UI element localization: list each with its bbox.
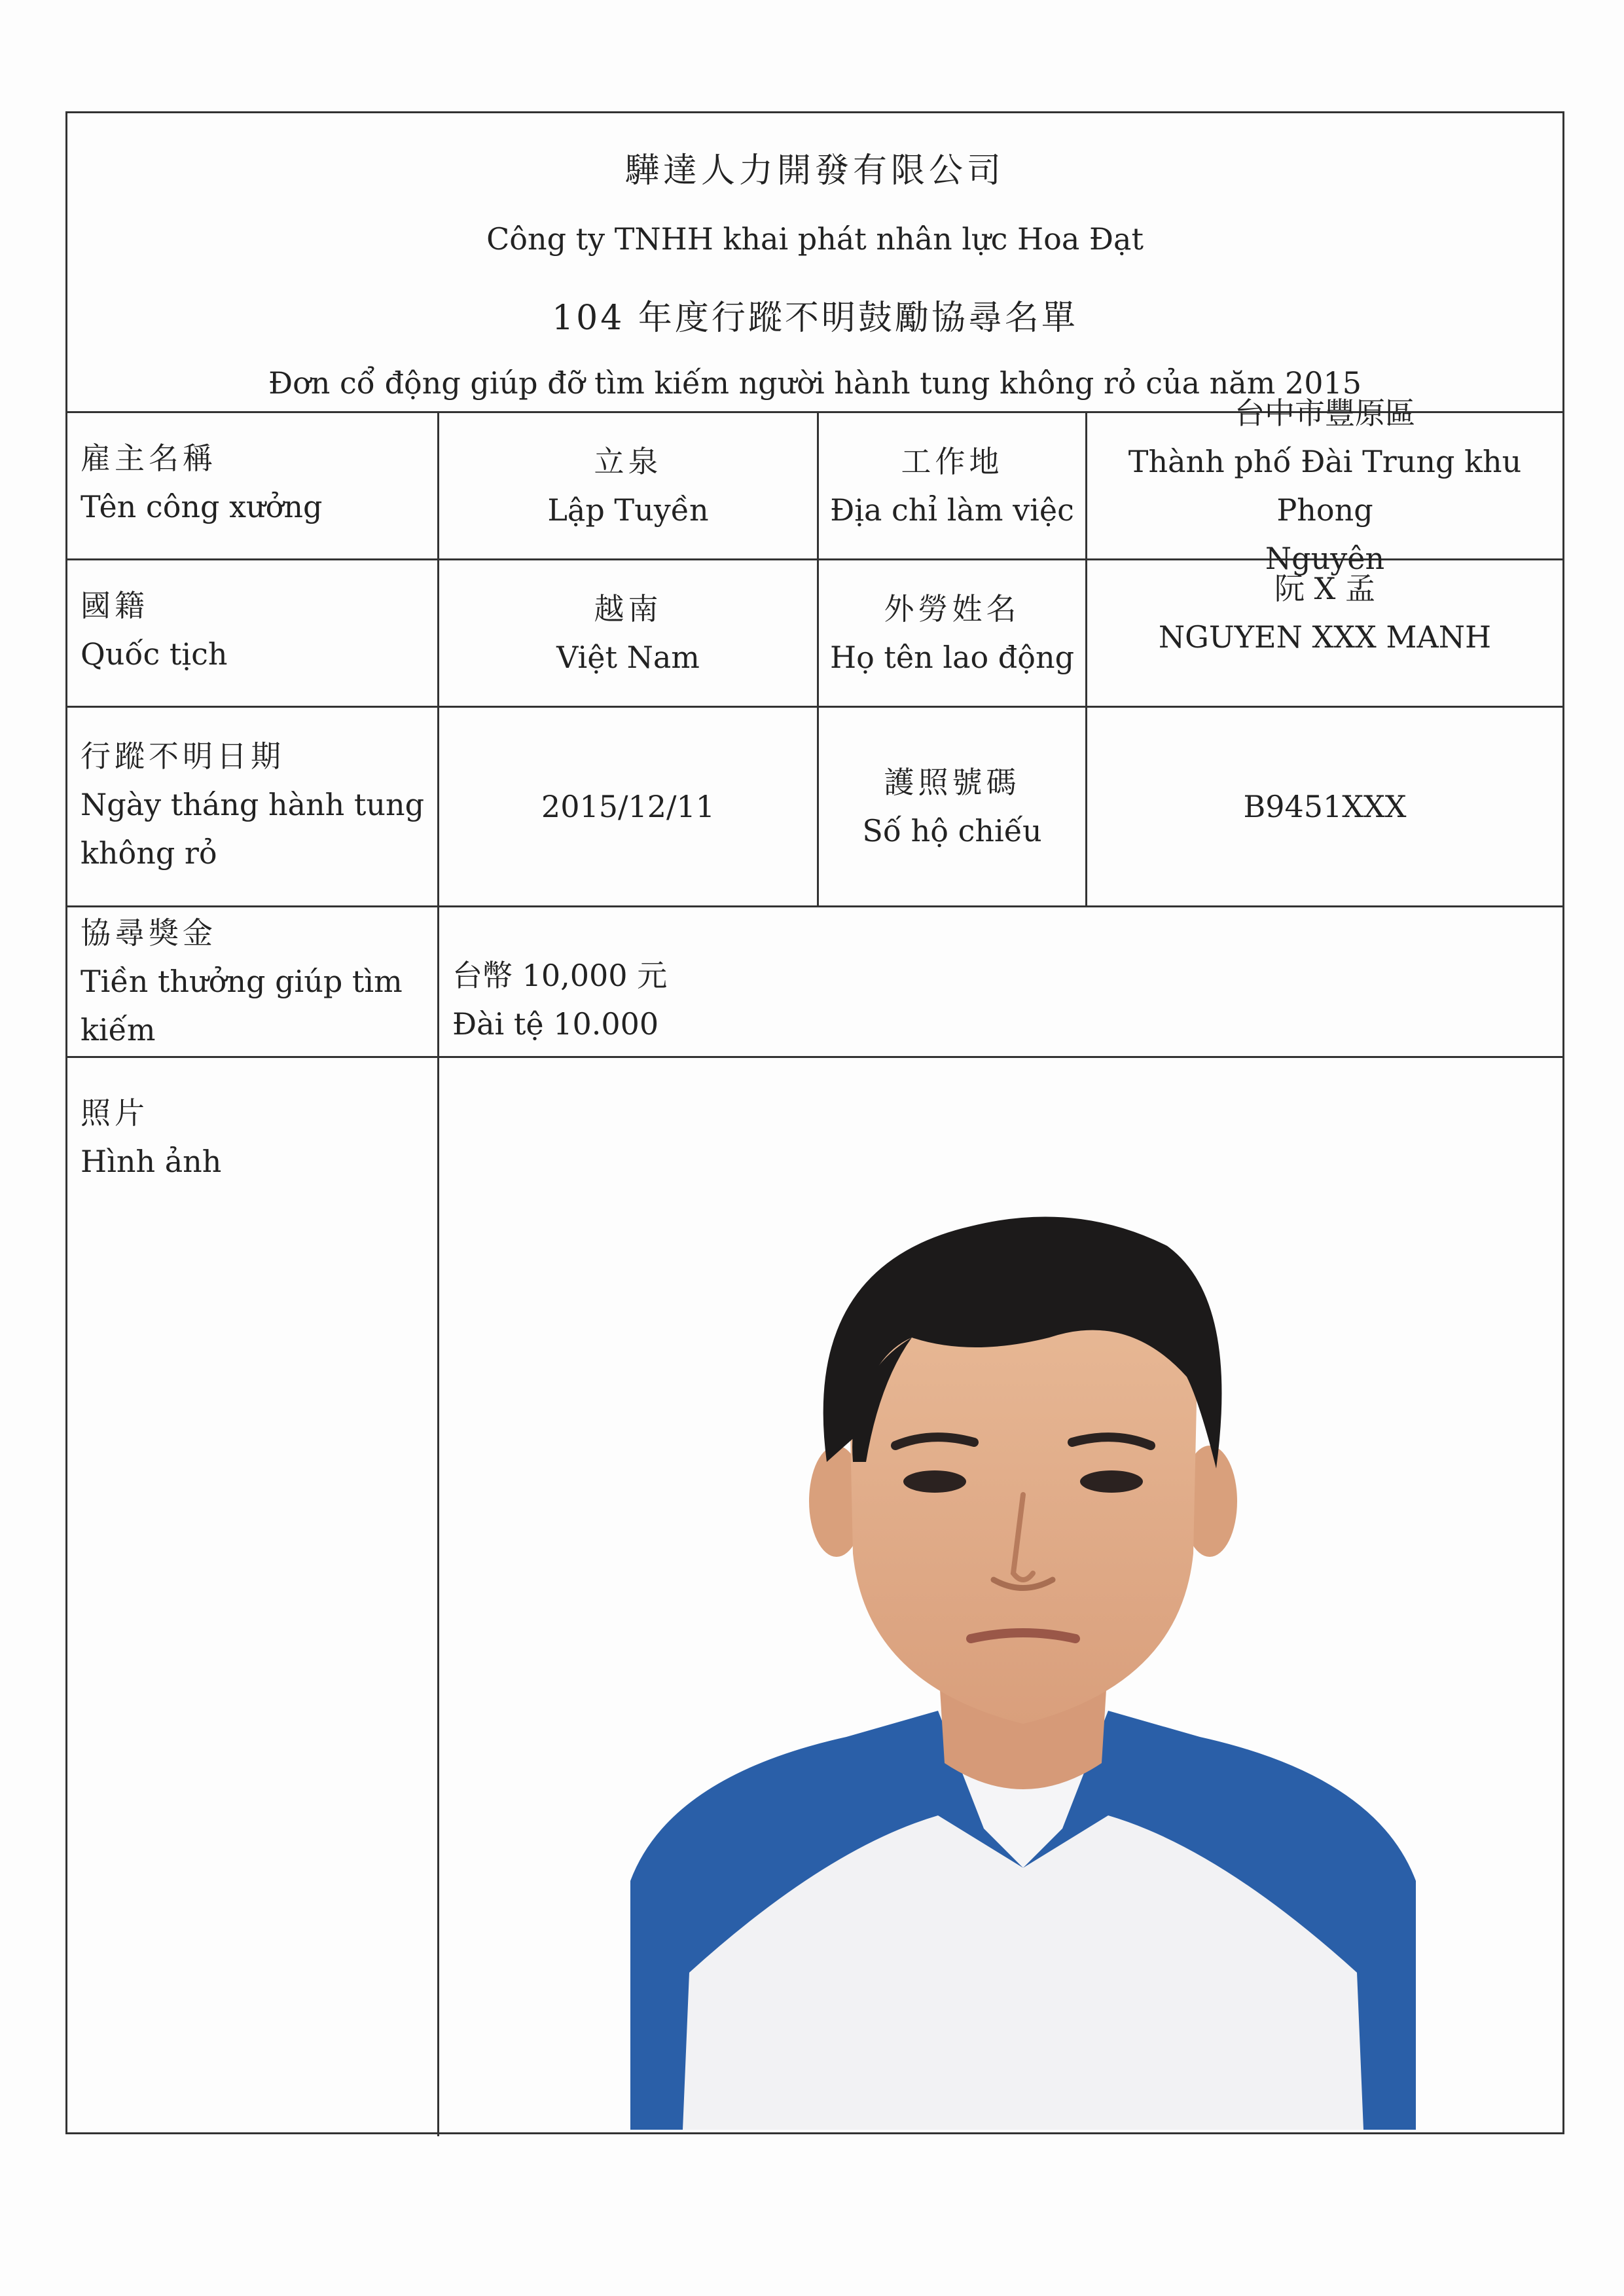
worker-name-value: 阮 X 孟 NGUYEN XXX MANH (1158, 571, 1492, 655)
divider (67, 1056, 1562, 1058)
form-header (67, 113, 1562, 411)
workplace-value: 台中市豐原區 Thành phố Đài Trung khu Phong Nguyên (1128, 395, 1522, 576)
company-name-vi: Công ty TNHH khai phát nhân lực Hoa Đạt (486, 221, 1144, 257)
missing-date-value: 2015/12/11 (541, 789, 715, 824)
reward-label: 協尋獎金 Tiền thưởng giúp tìm kiếm (81, 915, 403, 1048)
worker-portrait-photo (630, 1187, 1416, 2143)
missing-worker-form (65, 111, 1564, 2134)
company-name-zh: 驊達人力開發有限公司 (624, 151, 1005, 191)
nationality-value: 越南 Việt Nam (556, 591, 700, 675)
nationality-label: 國籍 Quốc tịch (81, 588, 228, 672)
workplace-label: 工作地 Địa chỉ làm việc (830, 444, 1074, 528)
employer-value: 立泉 Lập Tuyền (547, 444, 709, 528)
passport-value: B9451XXX (1243, 789, 1407, 824)
divider (67, 905, 1562, 907)
photo-label: 照片 Hình ảnh (81, 1095, 222, 1179)
form-title-zh: 104 年度行蹤不明鼓勵協尋名單 (552, 299, 1078, 338)
worker-name-label: 外勞姓名 Họ tên lao động (829, 591, 1075, 675)
reward-value: 台幣 10,000 元 Đài tệ 10.000 (452, 958, 668, 1042)
employer-label: 雇主名稱 Tên công xưởng (81, 441, 323, 524)
passport-label: 護照號碼 Số hộ chiếu (862, 765, 1042, 848)
missing-date-label: 行蹤不明日期 Ngày tháng hành tung không rỏ (81, 738, 425, 871)
form-title-vi: Đơn cổ động giúp đỡ tìm kiếm người hành tung không rỏ của năm 2015 (268, 365, 1362, 401)
